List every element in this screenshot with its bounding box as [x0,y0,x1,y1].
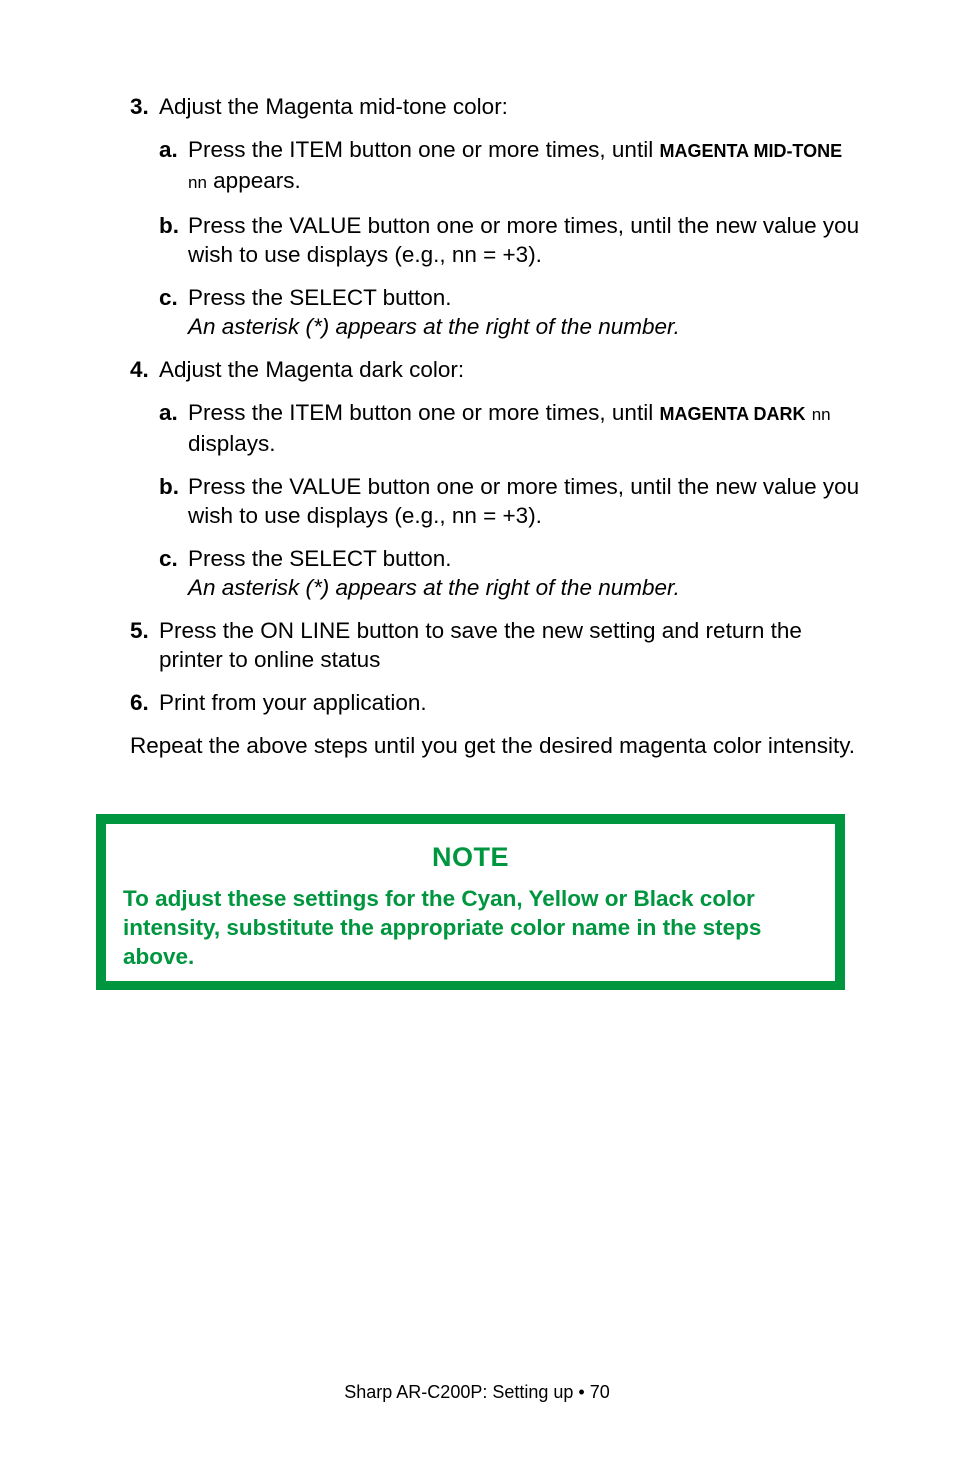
step-text: Press the ON LINE button to save the new setting and return the printer to online status [159,618,802,672]
substep-text-end: displays. [188,431,276,456]
step-text: Adjust the Magenta dark color: [159,357,465,382]
repeat-instruction: Repeat the above steps until you get the desired magenta color intensity. [130,733,856,758]
step-text: Print from your application. [159,690,427,715]
step-number: 4. [130,357,149,382]
page-footer: Sharp AR-C200P: Setting up • 70 [344,1382,610,1402]
substep-4b [159,472,860,530]
note-box [96,814,845,990]
substep-4c [159,544,860,602]
substep-letter: c. [159,285,178,310]
document-body [130,92,860,760]
substep-letter: a. [159,400,178,425]
display-message: MAGENTA MID-TONE [659,141,843,161]
display-message: MAGENTA DARK [659,404,806,424]
substep-text: Press the ITEM button one or more times, until [188,137,660,162]
step-number: 3. [130,94,149,119]
substep-4a [159,398,860,458]
substep-letter: a. [159,137,178,162]
note-text: To adjust these settings for the Cyan, Yellow or Black color intensity, substitute the appropriate color name in the steps above. [123,886,762,969]
substep-result: An asterisk (*) appears at the right of the number. [188,314,680,339]
step-number: 5. [130,618,149,643]
substep-list [159,135,860,341]
substep-text: Press the VALUE button one or more times, until the new value you wish to use displays (e.g., nn = +3). [188,213,860,267]
substep-3c [159,283,860,341]
display-variable: nn [188,173,207,192]
step-3 [130,92,860,341]
step-4 [130,355,860,602]
substep-letter: b. [159,213,179,238]
note-title: NOTE [431,842,509,872]
step-6 [130,688,860,717]
step-text: Adjust the Magenta mid-tone color: [159,94,508,119]
substep-letter: b. [159,474,179,499]
substep-text: Press the ITEM button one or more times, until [188,400,660,425]
substep-3b [159,211,860,269]
substep-list [159,398,860,602]
substep-result: An asterisk (*) appears at the right of the number. [188,575,680,600]
step-number: 6. [130,690,149,715]
display-variable: nn [811,405,831,424]
substep-text: Press the SELECT button. [188,285,452,310]
substep-text: Press the VALUE button one or more times, until the new value you wish to use displays (e.g., nn = +3). [188,474,860,528]
step-5 [130,616,860,674]
substep-text-end: appears. [206,168,301,193]
substep-letter: c. [159,546,178,571]
substep-3a [159,135,860,197]
substep-text: Press the SELECT button. [188,546,452,571]
